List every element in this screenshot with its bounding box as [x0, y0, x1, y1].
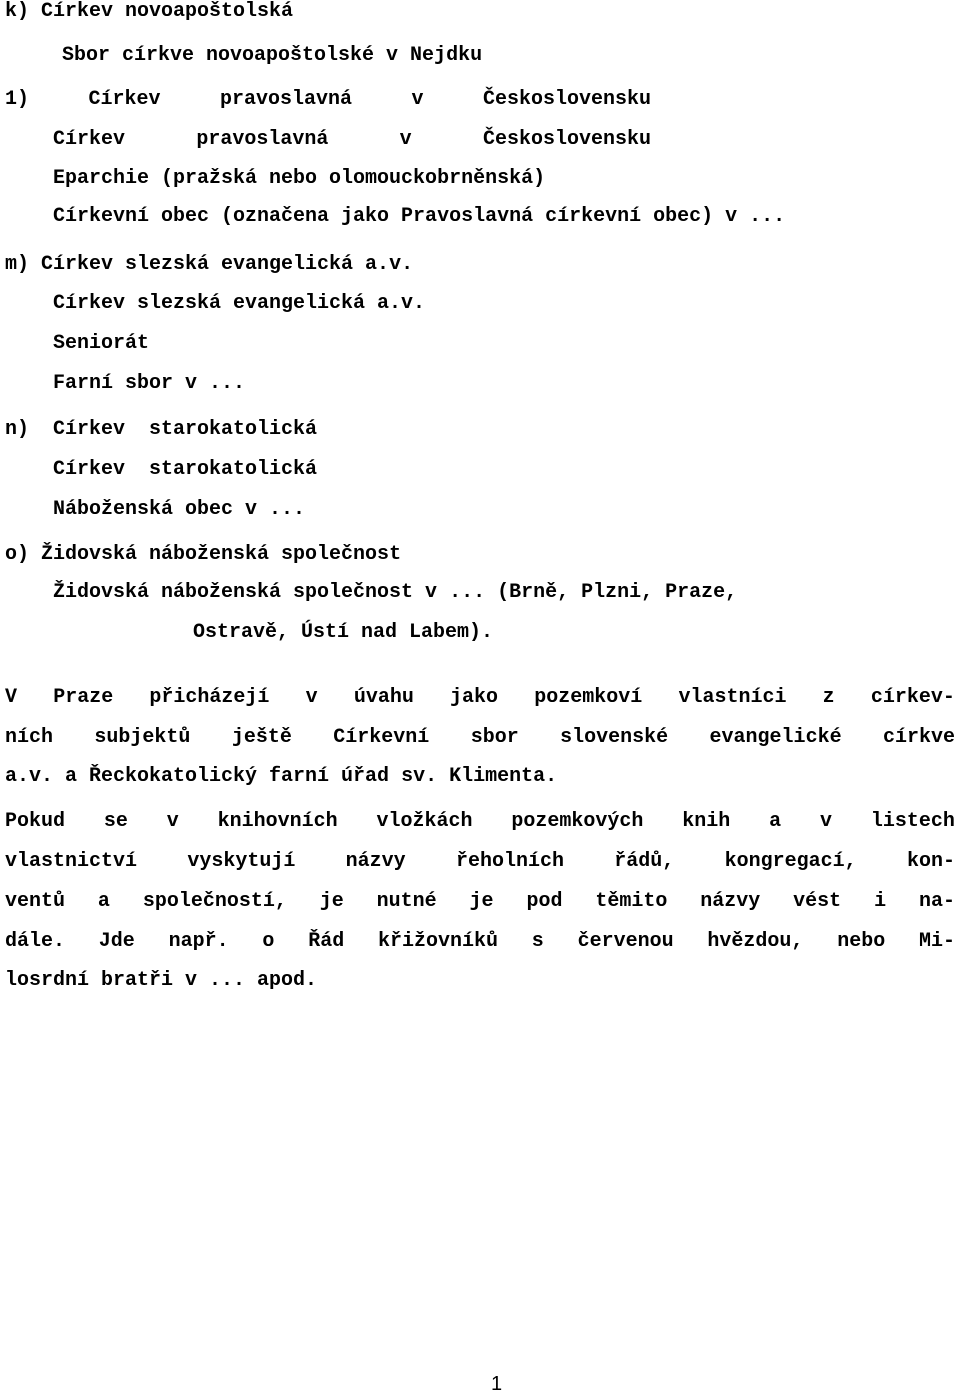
page-number: 1	[491, 1373, 503, 1395]
word: Církev	[88, 88, 161, 111]
word: pravoslavná	[196, 128, 329, 151]
word: v	[820, 810, 833, 833]
word: pod	[526, 890, 563, 913]
word: vyskytují	[187, 850, 296, 873]
word: pravoslavná	[219, 88, 352, 111]
word: ních	[5, 726, 54, 749]
word: církve	[882, 726, 955, 749]
word: názvy	[700, 890, 761, 913]
word: církev-	[870, 686, 955, 709]
word: na-	[918, 890, 955, 913]
section-n-line-1: Církev starokatolická	[53, 458, 318, 481]
word: pozemkových	[511, 810, 644, 833]
section-l-line-3: Církevní obec (označena jako Pravoslavná církevní obec) v ...	[53, 205, 786, 228]
word: v	[411, 88, 424, 111]
section-l-line-2: Eparchie (pražská nebo olomouckobrněnská)	[53, 167, 546, 190]
word: ventů	[5, 890, 66, 913]
word: nutné	[376, 890, 437, 913]
word: V	[5, 686, 18, 709]
paragraph-2-line-3	[5, 890, 955, 914]
word: pozemkoví	[534, 686, 643, 709]
word: řádů,	[614, 850, 675, 873]
section-o-line-1: Židovská náboženská společnost v ... (Brně, Plzni, Praze,	[53, 581, 738, 604]
paragraph-2-line-1	[5, 810, 955, 834]
word: nebo	[837, 930, 886, 953]
word: subjektů	[94, 726, 191, 749]
word: kongregací,	[724, 850, 857, 873]
word: z	[822, 686, 835, 709]
word: o	[262, 930, 275, 953]
paragraph-1-line-1	[5, 686, 955, 710]
word: knihovních	[217, 810, 338, 833]
word: a	[97, 890, 110, 913]
section-l-heading	[5, 88, 651, 112]
word: je	[469, 890, 494, 913]
section-l-line-1	[53, 128, 651, 152]
paragraph-2-line-5: losrdní bratři v ... apod.	[5, 969, 318, 992]
word: křižovníků	[377, 930, 499, 953]
section-o-line-2: Ostravě, Ústí nad Labem).	[193, 621, 494, 644]
word: ještě	[231, 726, 292, 749]
word: vložkách	[376, 810, 473, 833]
paragraph-1-line-3: a.v. a Řeckokatolický farní úřad sv. Klimenta.	[5, 765, 558, 788]
word: Jde	[98, 930, 135, 953]
section-m-line-1: Církev slezská evangelická a.v.	[53, 292, 426, 315]
word: sbor	[470, 726, 519, 749]
word: slovenské	[560, 726, 669, 749]
word: evangelické	[709, 726, 842, 749]
section-o-heading: o) Židovská náboženská společnost	[5, 543, 402, 566]
section-m-heading: m) Církev slezská evangelická a.v.	[5, 253, 414, 276]
word: Praze	[53, 686, 114, 709]
word: i	[874, 890, 887, 913]
word: se	[103, 810, 128, 833]
word: je	[319, 890, 344, 913]
section-m-line-3: Farní sbor v ...	[53, 372, 246, 395]
section-k-line-1: Sbor církve novoapoštolské v Nejdku	[62, 44, 483, 67]
word: 1)	[5, 88, 30, 111]
word: hvězdou,	[707, 930, 804, 953]
word: v	[166, 810, 179, 833]
word: přicházejí	[149, 686, 270, 709]
word: např.	[168, 930, 229, 953]
word: názvy	[345, 850, 406, 873]
paragraph-1-line-2	[5, 726, 955, 750]
word: Řád	[308, 930, 345, 953]
word: Církev	[53, 128, 126, 151]
section-k-heading: k) Církev novoapoštolská	[5, 0, 294, 23]
word: knih	[682, 810, 731, 833]
word: Pokud	[5, 810, 66, 833]
word: a	[769, 810, 782, 833]
word: jako	[450, 686, 499, 709]
word: řeholních	[455, 850, 564, 873]
section-n-line-2: Náboženská obec v ...	[53, 498, 306, 521]
word: Mi-	[918, 930, 955, 953]
word: Československu	[482, 128, 651, 151]
word: vlastnictví	[5, 850, 138, 873]
word: kon-	[906, 850, 955, 873]
section-n-heading: n) Církev starokatolická	[5, 418, 318, 441]
word: dále.	[5, 930, 66, 953]
section-m-line-2: Seniorát	[53, 332, 150, 355]
word: listech	[870, 810, 955, 833]
word: vlastníci	[678, 686, 787, 709]
word: s	[531, 930, 544, 953]
word: v	[305, 686, 318, 709]
word: v	[399, 128, 412, 151]
word: Církevní	[333, 726, 430, 749]
paragraph-2-line-4	[5, 930, 955, 954]
word: vést	[793, 890, 842, 913]
word: společností,	[142, 890, 287, 913]
word: těmito	[595, 890, 668, 913]
paragraph-2-line-2	[5, 850, 955, 874]
word: Československu	[482, 88, 651, 111]
word: úvahu	[353, 686, 414, 709]
word: červenou	[577, 930, 674, 953]
